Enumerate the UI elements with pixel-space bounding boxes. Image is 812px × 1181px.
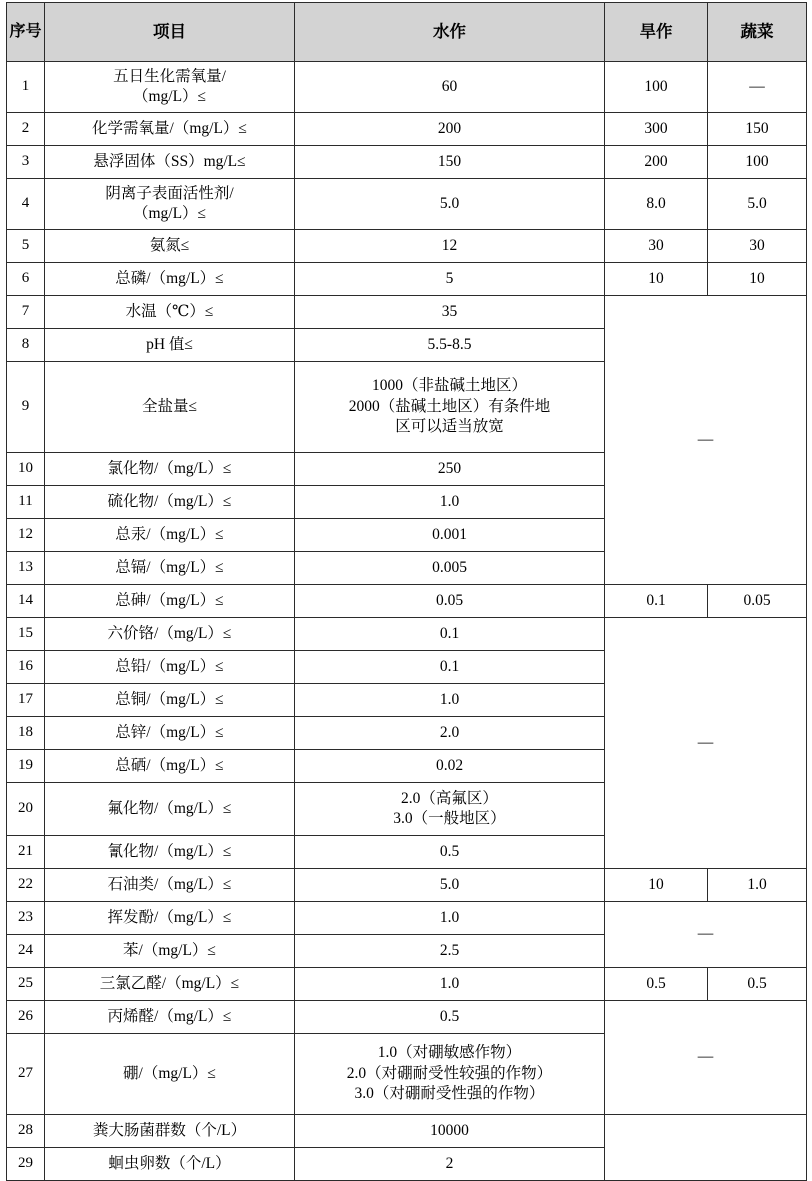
column-header-vegetable (708, 3, 807, 62)
row-value-dry: 30 (605, 230, 708, 263)
row-item: 总锌/（mg/L）≤ (45, 717, 295, 750)
table-row (7, 1001, 807, 1034)
row-item-line2: （mg/L）≤ (132, 88, 207, 105)
row-no: 19 (7, 750, 45, 783)
table-row (7, 585, 807, 618)
row-value-paddy: 2 (295, 1148, 605, 1181)
column-header-dry-label: 旱作 (639, 22, 673, 42)
merged-dash-rows-7-13: — (605, 296, 807, 585)
row-item: 粪大肠菌群数（个/L） (45, 1115, 295, 1148)
row-item (45, 179, 295, 230)
row-value-paddy: 60 (295, 62, 605, 113)
column-header-paddy (295, 3, 605, 62)
row-item: 三氯乙醛/（mg/L）≤ (45, 968, 295, 1001)
row-item: 石油类/（mg/L）≤ (45, 869, 295, 902)
table-header (7, 3, 807, 62)
row-no: 3 (7, 146, 45, 179)
row-value-vegetable: 30 (708, 230, 807, 263)
table-row (7, 618, 807, 651)
row-no: 10 (7, 453, 45, 486)
row-item-line2: （mg/L）≤ (132, 205, 207, 222)
row-value-dry: 8.0 (605, 179, 708, 230)
row-no: 23 (7, 902, 45, 935)
table-header-row (7, 3, 807, 62)
row-item: 丙烯醛/（mg/L）≤ (45, 1001, 295, 1034)
row-item: 硫化物/（mg/L）≤ (45, 486, 295, 519)
row-item: 化学需氧量/（mg/L）≤ (45, 113, 295, 146)
row-value-paddy: 150 (295, 146, 605, 179)
row-value-paddy: 250 (295, 453, 605, 486)
irrigation-water-quality-table (6, 2, 807, 1181)
row-item-line1: 阴离子表面活性剂/ (105, 184, 234, 202)
row-no: 17 (7, 684, 45, 717)
row-value-paddy: 1.0 (295, 902, 605, 935)
row-no: 6 (7, 263, 45, 296)
row-value-paddy (295, 362, 605, 453)
row-value-paddy: 12 (295, 230, 605, 263)
row-no: 28 (7, 1115, 45, 1148)
row-value-dry: 200 (605, 146, 708, 179)
row-value-paddy: 35 (295, 296, 605, 329)
row-value-dry: 300 (605, 113, 708, 146)
row-value-paddy-line1: 1.0（对硼敏感作物） (377, 1044, 522, 1062)
row-item: 氟化物/（mg/L）≤ (45, 783, 295, 836)
row-no: 24 (7, 935, 45, 968)
table-row (7, 296, 807, 329)
table-row (7, 869, 807, 902)
row-no: 1 (7, 62, 45, 113)
row-item-line1: 五日生化需氧量/ (113, 67, 226, 85)
row-item: 总砷/（mg/L）≤ (45, 585, 295, 618)
row-value-paddy: 1.0 (295, 684, 605, 717)
row-value-paddy: 200 (295, 113, 605, 146)
row-value-paddy-line1: 1000（非盐碱土地区） (371, 377, 527, 395)
row-no: 14 (7, 585, 45, 618)
row-value-paddy: 0.1 (295, 618, 605, 651)
row-value-dry: 0.1 (605, 585, 708, 618)
row-value-paddy: 0.5 (295, 1001, 605, 1034)
row-value-paddy-line2: 2.0（对硼耐受性较强的作物） (346, 1064, 553, 1082)
row-no: 21 (7, 836, 45, 869)
row-item: 总铜/（mg/L）≤ (45, 684, 295, 717)
table-row (7, 263, 807, 296)
row-item: 全盐量≤ (45, 362, 295, 453)
row-item: 氨氮≤ (45, 230, 295, 263)
row-value-paddy-line3: 3.0（对硼耐受性强的作物） (354, 1085, 545, 1103)
row-value-paddy: 0.005 (295, 552, 605, 585)
row-value-vegetable: 5.0 (708, 179, 807, 230)
row-no: 8 (7, 329, 45, 362)
row-no: 7 (7, 296, 45, 329)
table-row (7, 230, 807, 263)
merged-empty-rows-28-29 (605, 1115, 807, 1181)
row-item (45, 62, 295, 113)
row-item: 总磷/（mg/L）≤ (45, 263, 295, 296)
table-row (7, 62, 807, 113)
row-item: 总镉/（mg/L）≤ (45, 552, 295, 585)
row-item: 总汞/（mg/L）≤ (45, 519, 295, 552)
row-value-vegetable: 10 (708, 263, 807, 296)
column-header-dry (605, 3, 708, 62)
row-no: 22 (7, 869, 45, 902)
row-value-paddy-line2: 2000（盐碱土地区）有条件地 (348, 397, 551, 415)
row-item: 蛔虫卵数（个/L） (45, 1148, 295, 1181)
table-row (7, 179, 807, 230)
row-value-paddy: 5 (295, 263, 605, 296)
row-value-paddy: 2.0 (295, 717, 605, 750)
row-item: 氰化物/（mg/L）≤ (45, 836, 295, 869)
row-item: 挥发酚/（mg/L）≤ (45, 902, 295, 935)
row-item: 水温（℃）≤ (45, 296, 295, 329)
row-value-paddy: 5.0 (295, 869, 605, 902)
row-value-dry: 10 (605, 869, 708, 902)
table-body (7, 62, 807, 1181)
row-value-paddy (295, 1034, 605, 1115)
row-value-paddy: 1.0 (295, 486, 605, 519)
row-no: 13 (7, 552, 45, 585)
row-value-paddy: 0.001 (295, 519, 605, 552)
row-no: 29 (7, 1148, 45, 1181)
row-value-paddy-line1: 2.0（高氟区） (401, 789, 498, 807)
row-item: 悬浮固体（SS）mg/L≤ (45, 146, 295, 179)
row-no: 11 (7, 486, 45, 519)
row-value-paddy: 5.5-8.5 (295, 329, 605, 362)
row-value-paddy: 5.0 (295, 179, 605, 230)
row-value-paddy: 1.0 (295, 968, 605, 1001)
column-header-item (45, 3, 295, 62)
row-value-vegetable: 150 (708, 113, 807, 146)
merged-dash-rows-26-27: — (605, 1001, 807, 1115)
row-value-paddy: 0.02 (295, 750, 605, 783)
row-value-paddy-line3: 区可以适当放宽 (395, 418, 504, 436)
row-value-paddy: 0.05 (295, 585, 605, 618)
row-item: 硼/（mg/L）≤ (45, 1034, 295, 1115)
row-no: 9 (7, 362, 45, 453)
row-value-vegetable: 0.5 (708, 968, 807, 1001)
row-value-paddy (295, 783, 605, 836)
merged-dash-rows-15-21: — (605, 618, 807, 869)
row-value-dry: 100 (605, 62, 708, 113)
row-value-paddy-line2: 3.0（一般地区） (393, 810, 506, 827)
column-header-vegetable-label: 蔬菜 (740, 22, 774, 42)
column-header-item-label: 项目 (153, 22, 186, 42)
row-item: pH 值≤ (45, 329, 295, 362)
row-no: 26 (7, 1001, 45, 1034)
row-no: 12 (7, 519, 45, 552)
row-no: 18 (7, 717, 45, 750)
row-no: 27 (7, 1034, 45, 1115)
row-value-vegetable: 0.05 (708, 585, 807, 618)
row-item: 总硒/（mg/L）≤ (45, 750, 295, 783)
row-no: 16 (7, 651, 45, 684)
row-value-vegetable: 100 (708, 146, 807, 179)
merged-dash-rows-23-24: — (605, 902, 807, 968)
row-item: 六价铬/（mg/L）≤ (45, 618, 295, 651)
column-header-no-label: 序号 (9, 23, 42, 41)
row-item: 总铅/（mg/L）≤ (45, 651, 295, 684)
table-row (7, 146, 807, 179)
table-row (7, 1115, 807, 1148)
row-value-paddy: 2.5 (295, 935, 605, 968)
table-row (7, 968, 807, 1001)
row-no: 2 (7, 113, 45, 146)
row-no: 15 (7, 618, 45, 651)
column-header-paddy-label: 水作 (433, 22, 466, 42)
table-row (7, 113, 807, 146)
row-value-vegetable: 1.0 (708, 869, 807, 902)
table-row (7, 902, 807, 935)
row-value-paddy: 0.1 (295, 651, 605, 684)
row-value-paddy: 10000 (295, 1115, 605, 1148)
row-value-vegetable: — (708, 62, 807, 113)
column-header-no (7, 3, 45, 62)
row-value-dry: 0.5 (605, 968, 708, 1001)
row-no: 5 (7, 230, 45, 263)
row-no: 25 (7, 968, 45, 1001)
row-no: 20 (7, 783, 45, 836)
row-value-dry: 10 (605, 263, 708, 296)
row-item: 氯化物/（mg/L）≤ (45, 453, 295, 486)
row-value-paddy: 0.5 (295, 836, 605, 869)
row-item: 苯/（mg/L）≤ (45, 935, 295, 968)
row-no: 4 (7, 179, 45, 230)
